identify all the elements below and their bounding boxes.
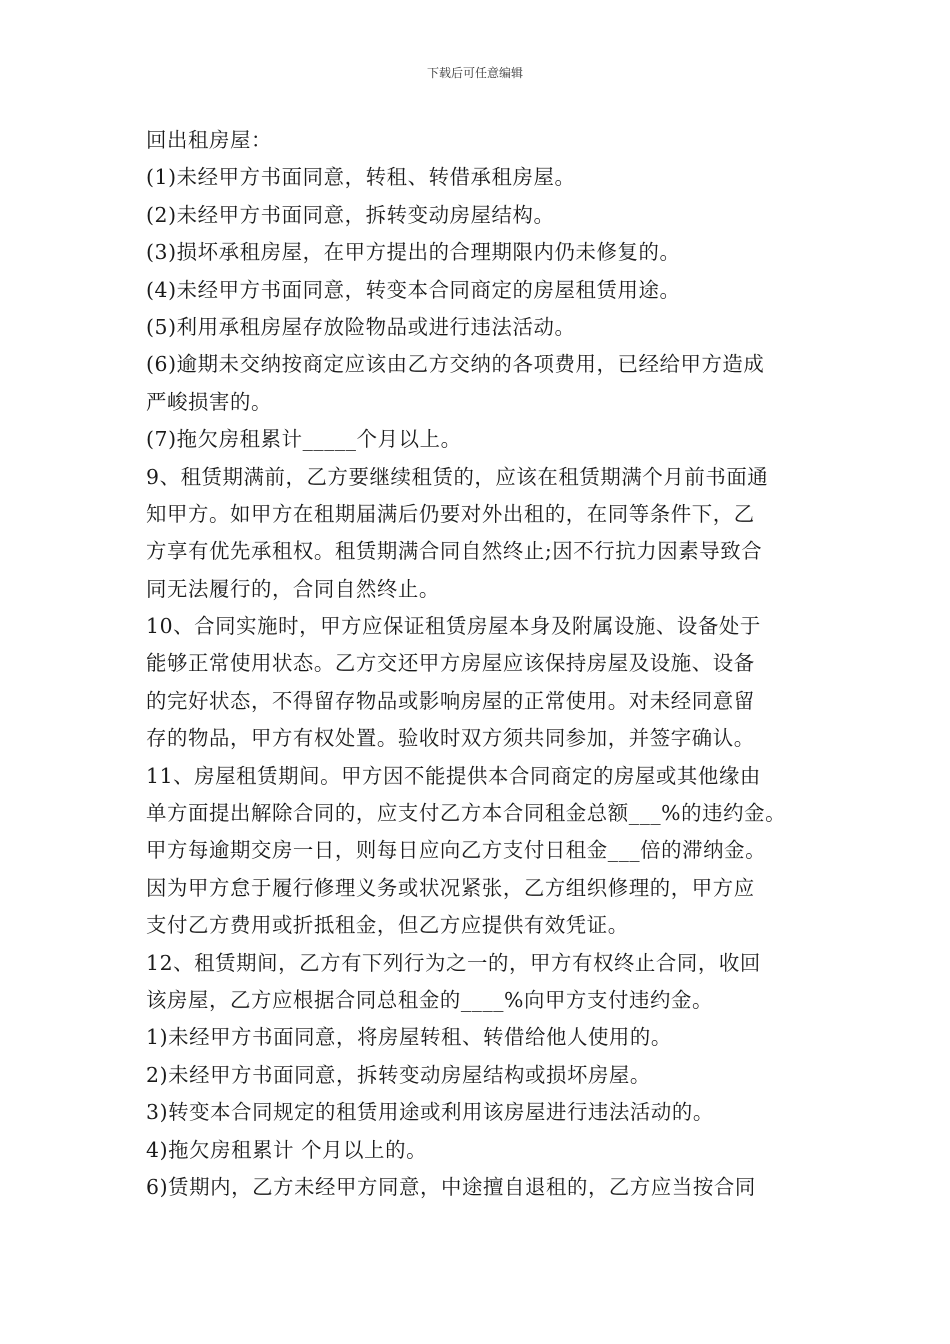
text-line: 11、房屋租赁期间。甲方因不能提供本合同商定的房屋或其他缘由: [146, 763, 761, 788]
text-line: (5)利用承租房屋存放险物品或进行违法活动。: [146, 314, 576, 339]
text-line: 12、租赁期间，乙方有下列行为之一的，甲方有权终止合同，收回: [146, 950, 761, 975]
text-line: (2)未经甲方书面同意，拆转变动房屋结构。: [146, 202, 555, 227]
text-line: 的完好状态，不得留存物品或影响房屋的正常使用。对未经同意留: [146, 688, 755, 713]
page-header: 下载后可任意编辑: [426, 66, 523, 80]
text-line: (3)损坏承租房屋，在甲方提出的合理期限内仍未修复的。: [146, 240, 681, 265]
text-line: (6)逾期未交纳按商定应该由乙方交纳的各项费用，已经给甲方造成: [146, 352, 765, 377]
document-body: [146, 122, 826, 1206]
text-line: 同无法履行的，合同自然终止。: [146, 576, 440, 601]
text-line: 9、租赁期满前，乙方要继续租赁的，应该在租赁期满个月前书面通: [146, 464, 769, 489]
text-line: 能够正常使用状态。乙方交还甲方房屋应该保持房屋及设施、设备: [146, 651, 755, 676]
text-line: 单方面提出解除合同的，应支付乙方本合同租金总额___%的违约金。: [146, 801, 787, 826]
text-line: 4)拖欠房租累计 个月以上的。: [146, 1137, 428, 1162]
text-line: 6)赁期内，乙方未经甲方同意，中途擅自退租的，乙方应当按合同: [146, 1174, 756, 1199]
text-line: 2)未经甲方书面同意，拆转变动房屋结构或损坏房屋。: [146, 1062, 651, 1087]
text-line: 严峻损害的。: [146, 389, 272, 414]
text-line: (7)拖欠房租累计_____个月以上。: [146, 427, 462, 452]
text-line: 回出租房屋：: [146, 128, 272, 152]
text-line: 支付乙方费用或折抵租金，但乙方应提供有效凭证。: [146, 913, 629, 938]
text-line: (4)未经甲方书面同意，转变本合同商定的房屋租赁用途。: [146, 277, 681, 302]
text-line: 10、合同实施时，甲方应保证租赁房屋本身及附属设施、设备处于: [146, 614, 761, 639]
text-line: 存的物品，甲方有权处置。验收时双方须共同参加，并签字确认。: [146, 726, 755, 751]
text-line: 甲方每逾期交房一日，则每日应向乙方支付日租金___倍的滞纳金。: [146, 838, 767, 863]
text-line: 1)未经甲方书面同意，将房屋转租、转借给他人使用的。: [146, 1025, 672, 1050]
text-line: 3)转变本合同规定的租赁用途或利用该房屋进行违法活动的。: [146, 1100, 714, 1125]
text-line: 该房屋，乙方应根据合同总租金的____%向甲方支付违约金。: [146, 987, 713, 1012]
text-line: 方享有优先承租权。租赁期满合同自然终止;因不行抗力因素导致合: [146, 539, 763, 564]
text-line: 知甲方。如甲方在租期届满后仍要对外出租的，在同等条件下，乙: [146, 501, 755, 526]
text-line: (1)未经甲方书面同意，转租、转借承租房屋。: [146, 165, 576, 190]
text-line: 因为甲方怠于履行修理义务或状况紧张，乙方组织修理的，甲方应: [146, 875, 755, 900]
